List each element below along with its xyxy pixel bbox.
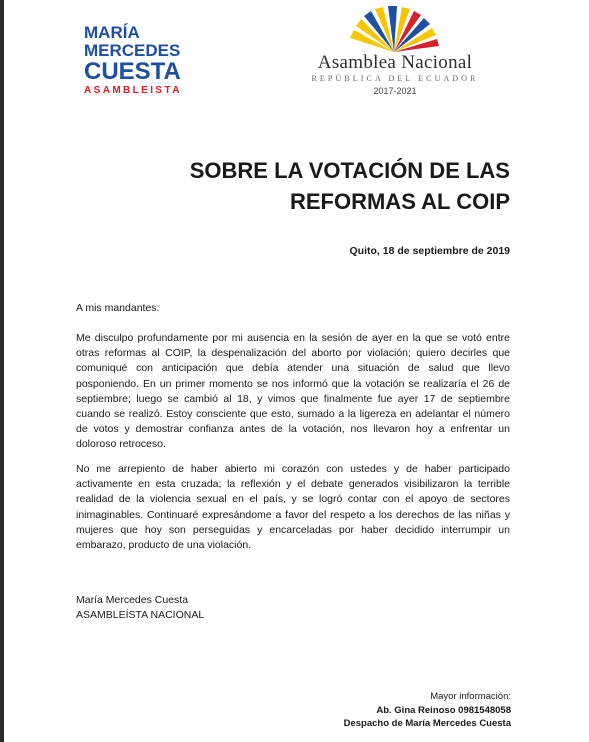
salutation: A mis mandantes: xyxy=(76,302,160,314)
candidate-logo-surname: CUESTA xyxy=(84,58,181,85)
assembly-logo xyxy=(285,6,505,96)
candidate-logo-role: ASAMBLEISTA xyxy=(84,85,182,96)
paragraph-2: No me arrepiento de haber abierto mi corazón con ustedes y de haber participado activamente en esta cruzada; la reflexión y el debate generados visibilizaron la terrible realidad de la violencia sexual en el país, y se logró contar con el apoyo de sectores inimaginables. Continuaré expresándome a favor del respeto a los derechos de las niñas y mujeres que hoy son perseguidas y encarceladas por haber decidido interrumpir un embarazo, producto de una violación. xyxy=(76,463,510,552)
dateline: Quito, 18 de septiembre de 2019 xyxy=(349,245,510,257)
candidate-logo-middle-name: MERCEDES xyxy=(84,41,181,60)
paragraph-1: Me disculpo profundamente por mi ausencia en la sesión de ayer en la que se votó entre otras reformas al COIP, la despenalización del aborto por violación; quiero decirles que comuniqué con anticipación que debía atender una situación de salud que llevo posponiendo. En un primer momento se nos informó que la votación se realizaría el 26 de septiembre; luego se cambió al 18, y vimos que finalmente fue ayer 17 de septiembre cuando se realizó. Estoy consciente que esto, sumado a la ligereza en adelantar el número de votos y demostrar confianza antes de la votación, nos llevaron hoy a enfrentar un doloroso retroceso. xyxy=(76,332,510,451)
contact-label: Mayor información: xyxy=(430,691,511,702)
signature-name: María Mercedes Cuesta xyxy=(76,594,189,606)
signature-role: ASAMBLEÍSTA NACIONAL xyxy=(76,609,205,622)
page-edge-bar xyxy=(0,0,4,742)
assembly-emblem-icon xyxy=(346,6,442,54)
contact-block xyxy=(260,690,511,731)
signature-block xyxy=(76,593,204,623)
candidate-logo xyxy=(84,24,194,96)
assembly-subtitle: REPÚBLICA DEL ECUADOR xyxy=(311,74,479,83)
candidate-logo-first-name: MARÍA xyxy=(84,23,140,42)
contact-person: Ab. Gina Reinoso 0981548058 xyxy=(376,704,511,716)
document-title xyxy=(150,155,510,217)
assembly-name: Asamblea Nacional xyxy=(317,52,473,73)
title-line-1: SOBRE LA VOTACIÓN DE LAS xyxy=(189,158,510,183)
title-line-2: REFORMAS AL COIP xyxy=(289,189,510,214)
contact-office: Despacho de María Mercedes Cuesta xyxy=(343,718,511,729)
assembly-years: 2017-2021 xyxy=(373,86,417,96)
